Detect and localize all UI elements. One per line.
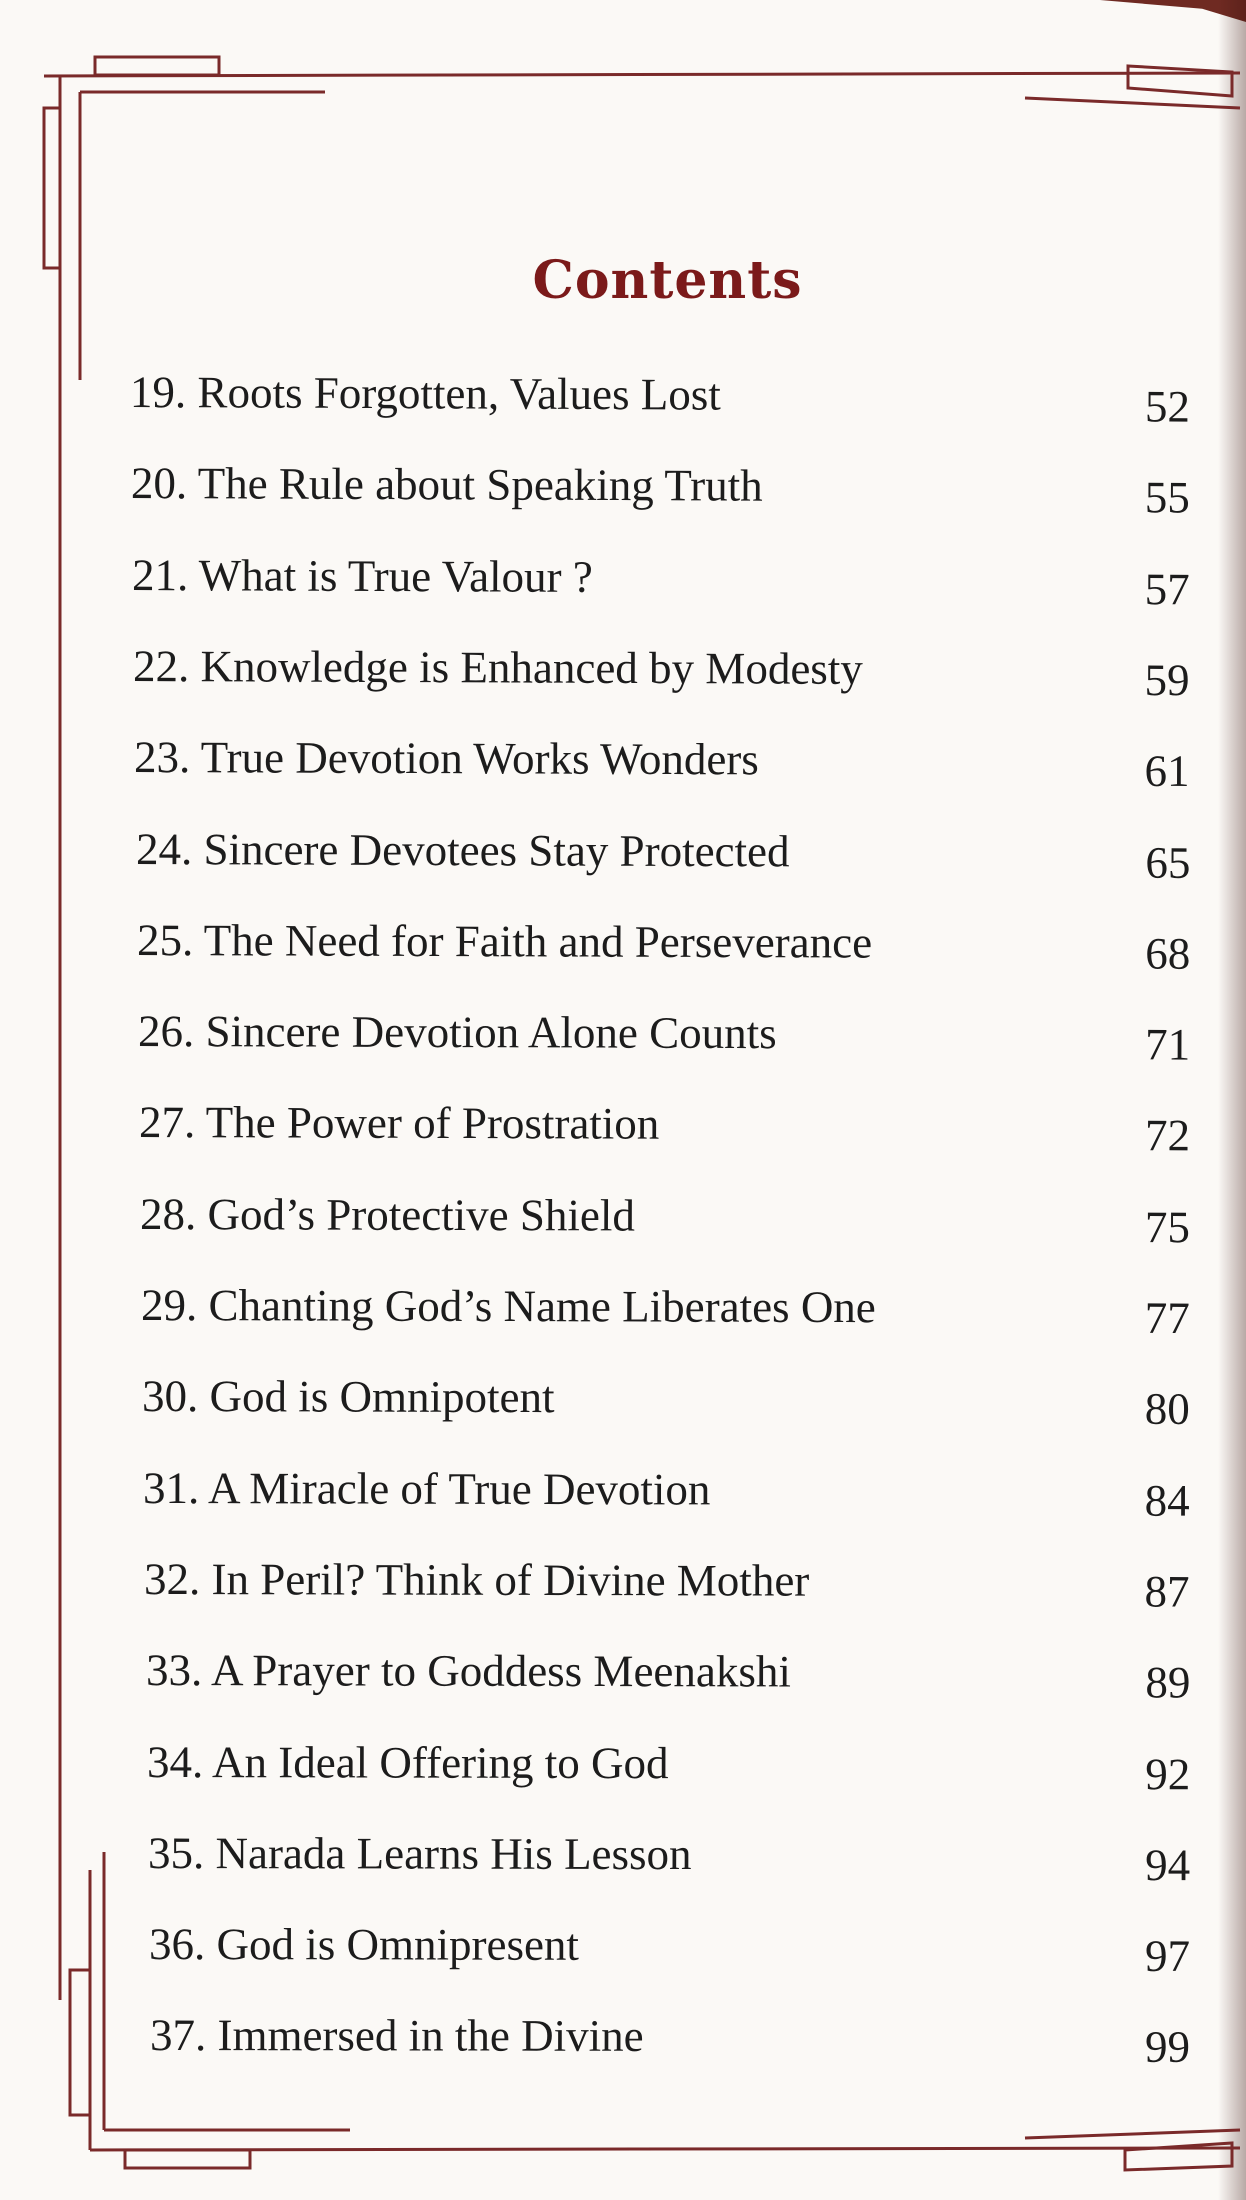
toc-entry-title: 25. The Need for Faith and Perseverance — [136, 914, 872, 968]
toc-entry-title: 23. True Devotion Works Wonders — [134, 732, 760, 785]
toc-entry-title: 19. Roots Forgotten, Values Lost — [129, 367, 721, 420]
toc-entry-page-number: 72 — [1144, 1110, 1191, 1161]
toc-entry-page-number: 84 — [1144, 1475, 1191, 1526]
toc-entry-page-number: 68 — [1144, 928, 1191, 979]
top-border-line — [44, 73, 1240, 76]
toc-entry-page-number: 65 — [1144, 837, 1191, 888]
toc-entry-page-number: 61 — [1144, 746, 1191, 797]
toc-entry-page-number: 52 — [1144, 381, 1191, 432]
toc-entry-title: 33. A Prayer to Goddess Meenakshi — [145, 1645, 791, 1697]
bottom-left-corner-tab — [125, 2150, 250, 2168]
toc-entry-page-number: 97 — [1144, 1930, 1191, 1982]
toc-entry-page-number: 94 — [1144, 1839, 1191, 1890]
toc-entry — [133, 631, 1190, 705]
toc-entry-title: 27. The Power of Prostration — [138, 1097, 660, 1150]
toc-entry-title: 32. In Peril? Think of Divine Mother — [144, 1553, 810, 1606]
top-right-corner-tab — [1128, 66, 1232, 96]
toc-entry-title: 35. Narada Learns His Lesson — [147, 1827, 692, 1879]
toc-entry-title: 30. God is Omnipotent — [142, 1371, 555, 1423]
toc-entry — [147, 1727, 1190, 1799]
toc-entry-title: 28. God’s Protective Shield — [139, 1188, 636, 1241]
toc-entry-page-number: 55 — [1144, 472, 1191, 523]
toc-entry — [149, 1909, 1190, 1981]
toc-entry-page-number: 99 — [1144, 2022, 1191, 2073]
toc-entry — [137, 905, 1191, 979]
left-upper-tab — [44, 108, 60, 268]
toc-entry-title: 21. What is True Valour ? — [132, 549, 594, 602]
toc-entry — [139, 1087, 1190, 1160]
left-lower-tab — [70, 1970, 90, 2115]
toc-entry-title: 34. An Ideal Offering to God — [146, 1736, 669, 1788]
toc-entry — [148, 1818, 1190, 1890]
toc-entry-page-number: 77 — [1144, 1292, 1191, 1344]
toc-entry — [141, 1270, 1190, 1343]
toc-entry-title: 22. Knowledge is Enhanced by Modesty — [133, 640, 864, 694]
toc-entry — [131, 448, 1190, 522]
bottom-border-line — [90, 2148, 1240, 2150]
toc-entry — [130, 357, 1190, 432]
bottom-right-inner-line — [1025, 2130, 1240, 2138]
toc-entry-title: 24. Sincere Devotees Stay Protected — [135, 823, 790, 876]
toc-entry-title: 31. A Miracle of True Devotion — [143, 1462, 711, 1515]
toc-entry-page-number: 71 — [1144, 1019, 1191, 1070]
toc-entry-page-number: 87 — [1144, 1566, 1191, 1617]
toc-entry-title: 37. Immersed in the Divine — [149, 2010, 644, 2062]
toc-entry — [138, 996, 1190, 1070]
toc-entry-title: 29. Chanting God’s Name Liberates One — [141, 1280, 877, 1333]
toc-entry — [143, 1453, 1190, 1526]
toc-entry-page-number: 57 — [1144, 563, 1191, 614]
toc-entry-page-number: 59 — [1144, 654, 1191, 706]
toc-entry — [144, 1544, 1190, 1617]
toc-entry-page-number: 92 — [1144, 1748, 1191, 1799]
toc-entry — [150, 2000, 1190, 2072]
toc-entry-page-number: 80 — [1144, 1384, 1191, 1435]
toc-entry-page-number: 89 — [1144, 1657, 1191, 1708]
page-title: Contents — [532, 250, 803, 311]
toc-entry-title: 36. God is Omnipresent — [148, 1919, 579, 1970]
toc-entry — [142, 1361, 1190, 1434]
toc-entry-page-number: 75 — [1144, 1201, 1191, 1252]
toc-entry — [140, 1179, 1190, 1252]
toc-entry-title: 20. The Rule about Speaking Truth — [131, 458, 763, 511]
toc-entry — [145, 1635, 1190, 1707]
top-right-inner-line — [1025, 98, 1240, 108]
top-left-corner-tab — [95, 57, 219, 75]
toc-entry-title: 26. Sincere Devotion Alone Counts — [137, 1006, 777, 1059]
toc-entry — [134, 722, 1190, 796]
toc-entry — [132, 540, 1190, 614]
toc-entry — [135, 814, 1190, 888]
